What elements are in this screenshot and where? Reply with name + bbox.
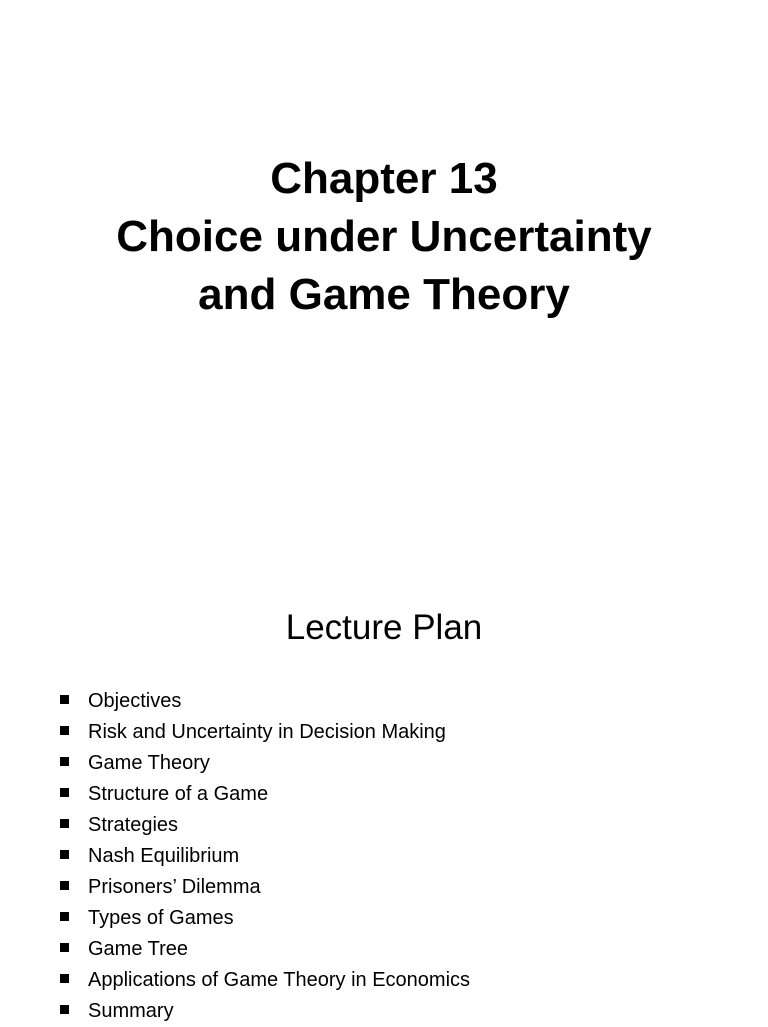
square-bullet-icon [60, 757, 69, 766]
square-bullet-icon [60, 726, 69, 735]
list-item [60, 810, 470, 841]
square-bullet-icon [60, 881, 69, 890]
square-bullet-icon [60, 695, 69, 704]
list-item [60, 965, 470, 996]
list-item-label: Nash Equilibrium [88, 845, 240, 867]
list-item [60, 748, 470, 779]
square-bullet-icon [60, 788, 69, 797]
list-item-label: Structure of a Game [88, 783, 269, 805]
list-item-label: Game Theory [88, 752, 210, 774]
list-item-label: Types of Games [88, 907, 234, 929]
square-bullet-icon [60, 819, 69, 828]
square-bullet-icon [60, 974, 69, 983]
list-item [60, 779, 470, 810]
lecture-plan-list [60, 686, 470, 1027]
list-item [60, 903, 470, 934]
list-item-label: Prisoners’ Dilemma [88, 876, 261, 898]
list-item-label: Applications of Game Theory in Economics [88, 969, 471, 991]
list-item [60, 686, 470, 717]
list-item [60, 934, 470, 965]
list-item-label: Risk and Uncertainty in Decision Making [88, 721, 446, 743]
chapter-title [0, 150, 768, 340]
lecture-plan-heading: Lecture Plan [285, 608, 483, 647]
list-item-label: Strategies [88, 814, 179, 836]
list-item [60, 996, 470, 1027]
chapter-title-line-1: Choice under Uncertainty [116, 212, 652, 261]
square-bullet-icon [60, 943, 69, 952]
list-item-label: Summary [88, 1000, 174, 1022]
list-item [60, 717, 470, 748]
square-bullet-icon [60, 850, 69, 859]
square-bullet-icon [60, 1005, 69, 1014]
list-item [60, 872, 470, 903]
chapter-title-line-2: and Game Theory [198, 270, 570, 319]
chapter-number: Chapter 13 [270, 154, 498, 203]
list-item-label: Game Tree [88, 938, 189, 960]
list-item [60, 841, 470, 872]
square-bullet-icon [60, 912, 69, 921]
list-item-label: Objectives [88, 690, 182, 712]
